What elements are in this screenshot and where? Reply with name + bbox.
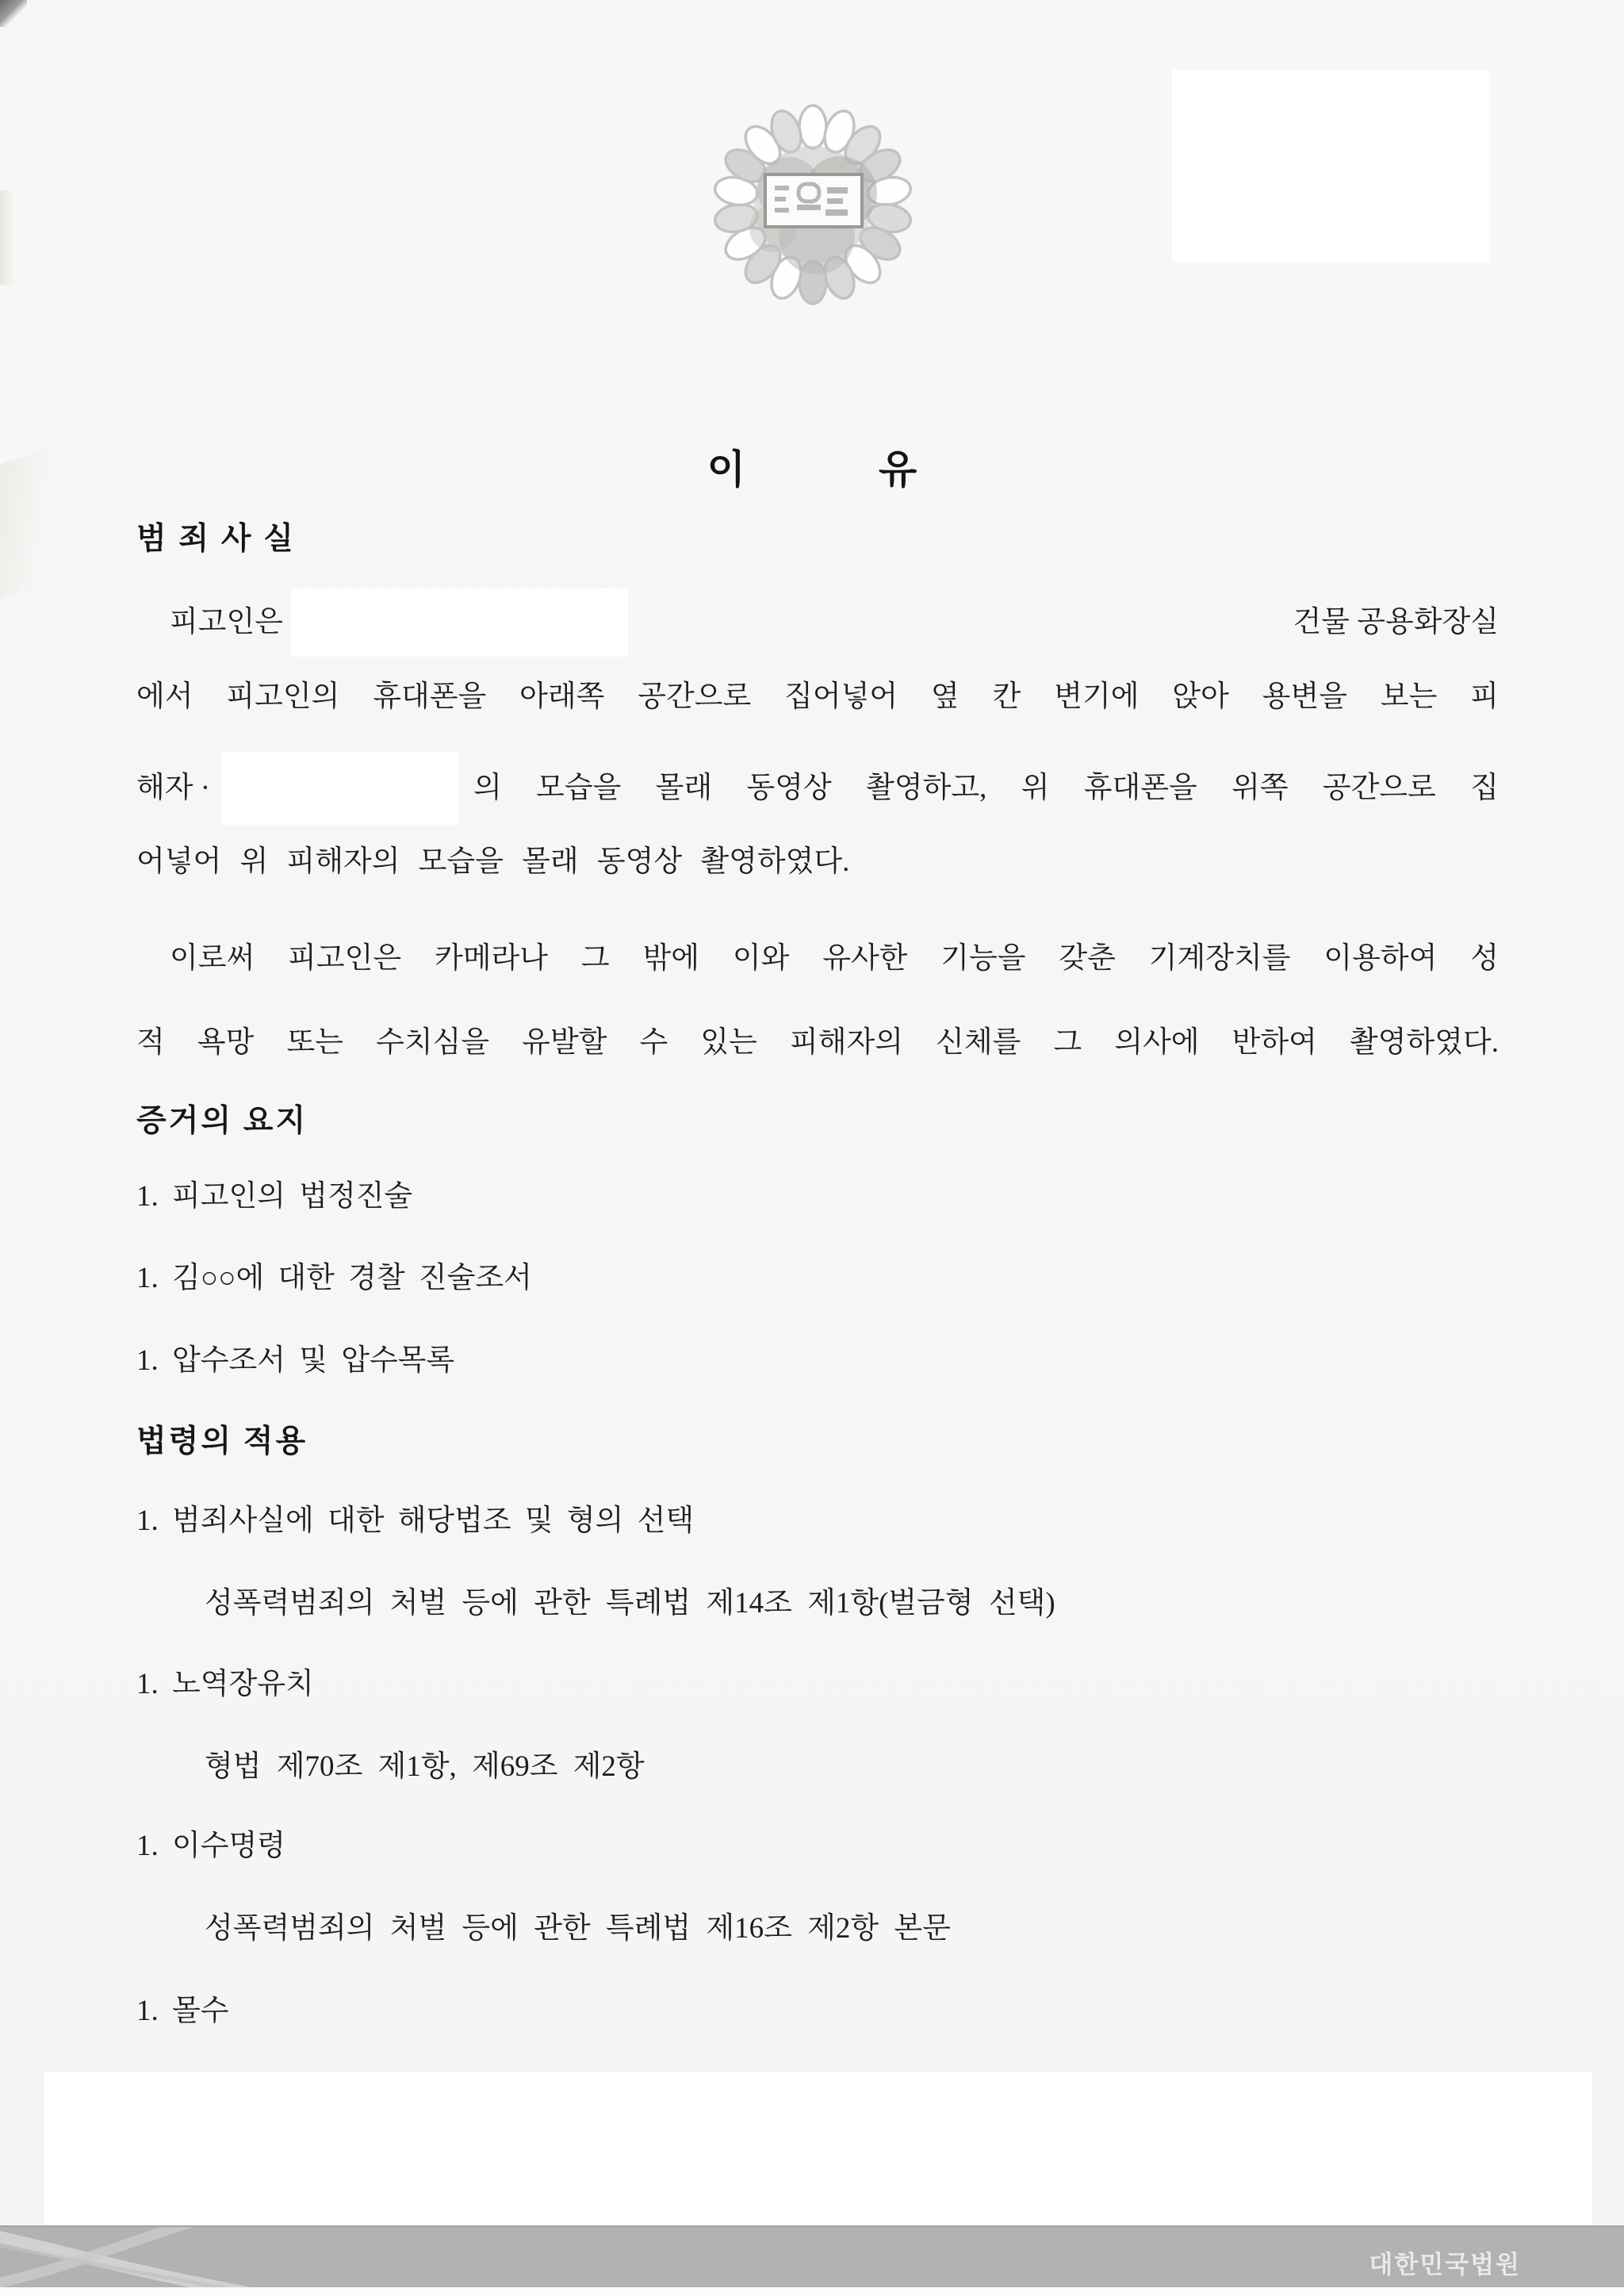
- section-heading-criminal-facts: 범 죄 사 실: [136, 522, 296, 556]
- title-char-right: 유: [879, 447, 917, 492]
- facts-line-1-right: 건물 공용화장실: [1293, 605, 1499, 638]
- law-item-label: 1. 몰수: [136, 1995, 229, 2027]
- scan-corner-artifact: [0, 0, 27, 27]
- evidence-item: 1. 김○○에 대한 경찰 진술조서: [136, 1262, 532, 1294]
- facts-line-1: [136, 588, 1499, 657]
- footer-bottom-strip: [0, 2287, 1624, 2296]
- section-heading-evidence: 증거의 요지: [136, 1104, 308, 1138]
- facts-line-4: 어넣어 위 피해자의 모습을 몰래 동영상 촬영하였다.: [136, 845, 850, 878]
- law-item-detail: 형법 제70조 제1항, 제69조 제2항: [205, 1750, 645, 1783]
- footer-brand-courts-of-korea: 대한민국법원: [1369, 2251, 1521, 2279]
- redaction-box-top-right: [1172, 70, 1489, 262]
- facts-line-6: 적 욕망 또는 수치심을 유발할 수 있는 피해자의 신체를 그 의사에 반하여 촬영하였다.: [136, 1026, 1499, 1059]
- law-item-label: 1. 범죄사실에 대한 해당법조 및 형의 선택: [136, 1504, 695, 1537]
- title-char-left: 이: [707, 447, 745, 492]
- law-item-label: 1. 이수명령: [136, 1830, 285, 1862]
- facts-line-3-left: 해자 ·: [136, 771, 211, 804]
- footer-swoosh-decoration: [0, 2227, 270, 2289]
- scan-edge-streak: [0, 190, 14, 286]
- facts-line-3-right: 의 모습을 몰래 동영상 촬영하고, 위 휴대폰을 위쪽 공간으로 집: [473, 771, 1499, 804]
- document-title: [0, 438, 1624, 495]
- law-item-label: 1. 노역장유치: [136, 1668, 314, 1700]
- redaction-inline-defendant: [291, 588, 628, 657]
- facts-line-2: 에서 피고인의 휴대폰을 아래쪽 공간으로 집어넣어 옆 칸 변기에 앉아 용변을 보는 피: [136, 680, 1499, 713]
- redaction-box-bottom: [44, 2072, 1592, 2225]
- footer-bar: [0, 2225, 1624, 2289]
- facts-line-3: [136, 752, 1499, 825]
- evidence-item: 1. 피고인의 법정진술: [136, 1180, 413, 1213]
- law-item-detail: 성폭력범죄의 처벌 등에 관한 특례법 제14조 제1항(벌금형 선택): [205, 1587, 1055, 1619]
- redaction-inline-victim: [221, 752, 459, 825]
- court-seal-stamp: [670, 94, 956, 320]
- evidence-item: 1. 압수조서 및 압수목록: [136, 1344, 455, 1377]
- law-item-detail: 성폭력범죄의 처벌 등에 관한 특례법 제16조 제2항 본문: [205, 1912, 951, 1945]
- facts-line-5: 이로써 피고인은 카메라나 그 밖에 이와 유사한 기능을 갖춘 기계장치를 이용하여 성: [170, 942, 1499, 975]
- facts-line-1-left: 피고인은: [170, 605, 283, 638]
- section-heading-applicable-law: 법령의 적용: [136, 1424, 308, 1458]
